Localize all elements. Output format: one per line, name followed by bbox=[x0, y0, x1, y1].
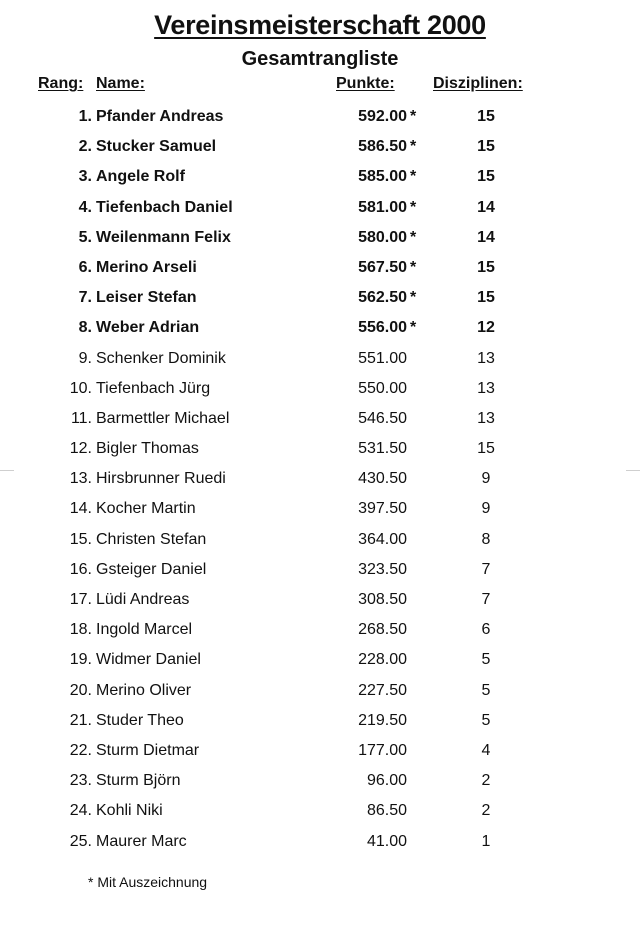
column-header-name: Name: bbox=[96, 75, 145, 92]
row-name: Barmettler Michael bbox=[96, 409, 230, 427]
row-disciplines: 13 bbox=[477, 379, 495, 397]
row-points: 96.00 bbox=[366, 772, 407, 790]
table-row bbox=[0, 587, 640, 617]
row-name: Weilenmann Felix bbox=[96, 228, 231, 246]
row-points: 562.50 bbox=[358, 289, 407, 307]
row-disciplines: 5 bbox=[481, 711, 491, 729]
row-points: 556.00 bbox=[358, 319, 407, 337]
row-points: 581.00 bbox=[358, 198, 407, 216]
row-rank: 11. bbox=[70, 409, 92, 427]
row-rank: 4. bbox=[78, 198, 92, 216]
table-row bbox=[0, 376, 640, 406]
table-row bbox=[0, 346, 640, 376]
scan-artifact bbox=[626, 470, 640, 471]
scan-artifact bbox=[0, 470, 14, 471]
row-points: 364.00 bbox=[358, 530, 407, 548]
row-name: Stucker Samuel bbox=[96, 138, 217, 156]
row-name: Widmer Daniel bbox=[96, 651, 201, 669]
row-disciplines: 15 bbox=[477, 258, 495, 276]
row-rank: 24. bbox=[69, 802, 92, 820]
row-name: Kohli Niki bbox=[96, 802, 163, 820]
row-points: 397.50 bbox=[358, 500, 407, 518]
table-row bbox=[0, 708, 640, 738]
row-award-star: * bbox=[410, 289, 417, 307]
row-name: Kocher Martin bbox=[96, 500, 196, 518]
row-name: Sturm Björn bbox=[96, 772, 181, 790]
row-rank: 19. bbox=[69, 651, 92, 669]
ranking-table bbox=[0, 104, 640, 859]
row-name: Lüdi Andreas bbox=[96, 591, 190, 608]
table-row bbox=[0, 496, 640, 526]
table-row bbox=[0, 255, 640, 285]
row-disciplines: 2 bbox=[481, 802, 491, 820]
row-award-star: * bbox=[410, 168, 417, 186]
row-disciplines: 15 bbox=[477, 168, 495, 186]
row-points: 228.00 bbox=[358, 651, 407, 669]
column-header-rank: Rang: bbox=[38, 75, 84, 92]
row-disciplines: 12 bbox=[477, 319, 495, 337]
row-points: 227.50 bbox=[358, 681, 407, 699]
row-rank: 6. bbox=[78, 258, 92, 276]
row-rank: 15. bbox=[69, 530, 92, 548]
table-row bbox=[0, 617, 640, 647]
row-name: Merino Oliver bbox=[96, 681, 192, 699]
row-award-star: * bbox=[410, 138, 417, 156]
row-name: Leiser Stefan bbox=[96, 289, 197, 307]
row-rank: 25. bbox=[69, 832, 92, 850]
row-rank: 13. bbox=[69, 470, 92, 488]
row-disciplines: 9 bbox=[481, 470, 491, 488]
row-points: 177.00 bbox=[358, 741, 407, 759]
row-award-star: * bbox=[410, 258, 417, 276]
row-name: Ingold Marcel bbox=[96, 621, 193, 639]
row-rank: 8. bbox=[78, 319, 92, 337]
table-row bbox=[0, 738, 640, 768]
row-rank: 18. bbox=[69, 621, 92, 639]
table-row bbox=[0, 436, 640, 466]
table-row bbox=[0, 768, 640, 798]
page-title bbox=[0, 10, 640, 41]
row-disciplines: 15 bbox=[477, 138, 495, 156]
row-disciplines: 15 bbox=[477, 289, 495, 307]
row-points: 592.00 bbox=[358, 108, 407, 125]
row-disciplines: 7 bbox=[481, 560, 491, 578]
row-name: Weber Adrian bbox=[96, 319, 200, 337]
row-disciplines: 2 bbox=[481, 772, 491, 790]
table-row bbox=[0, 527, 640, 557]
row-points: 41.00 bbox=[366, 832, 407, 850]
row-disciplines: 9 bbox=[481, 500, 491, 518]
table-row bbox=[0, 829, 640, 859]
row-award-star: * bbox=[410, 228, 417, 246]
table-row bbox=[0, 195, 640, 225]
row-disciplines: 14 bbox=[477, 228, 495, 246]
row-name: Tiefenbach Jürg bbox=[96, 379, 211, 397]
page-subtitle: Gesamtrangliste bbox=[241, 48, 399, 70]
row-points: 550.00 bbox=[358, 379, 407, 397]
table-row bbox=[0, 134, 640, 164]
row-disciplines: 4 bbox=[481, 741, 491, 759]
row-points: 268.50 bbox=[358, 621, 407, 639]
row-name: Pfander Andreas bbox=[96, 108, 224, 125]
row-award-star: * bbox=[410, 198, 417, 216]
column-header-points: Punkte: bbox=[336, 75, 395, 92]
row-disciplines: 15 bbox=[477, 108, 495, 125]
table-row bbox=[0, 104, 640, 134]
row-rank: 23. bbox=[69, 772, 92, 790]
row-rank: 14. bbox=[69, 500, 92, 518]
row-name: Hirsbrunner Ruedi bbox=[96, 470, 226, 488]
table-row bbox=[0, 678, 640, 708]
row-rank: 12. bbox=[69, 440, 92, 458]
row-points: 219.50 bbox=[358, 711, 407, 729]
row-points: 586.50 bbox=[358, 138, 407, 156]
row-points: 86.50 bbox=[366, 802, 407, 820]
row-name: Merino Arseli bbox=[96, 258, 197, 276]
row-rank: 9. bbox=[78, 349, 92, 367]
row-name: Gsteiger Daniel bbox=[96, 560, 207, 578]
row-name: Maurer Marc bbox=[96, 832, 187, 850]
row-name: Sturm Dietmar bbox=[96, 741, 200, 759]
row-disciplines: 14 bbox=[477, 198, 495, 216]
row-points: 430.50 bbox=[358, 470, 407, 488]
row-disciplines: 15 bbox=[477, 440, 495, 458]
row-disciplines: 6 bbox=[481, 621, 491, 639]
row-disciplines: 5 bbox=[481, 681, 491, 699]
row-name: Tiefenbach Daniel bbox=[96, 198, 233, 216]
row-name: Angele Rolf bbox=[96, 168, 185, 186]
row-name: Bigler Thomas bbox=[96, 440, 199, 458]
table-row bbox=[0, 647, 640, 677]
row-rank: 16. bbox=[69, 560, 92, 578]
row-rank: 5. bbox=[78, 228, 92, 246]
row-disciplines: 8 bbox=[481, 530, 491, 548]
row-rank: 2. bbox=[78, 138, 92, 156]
row-points: 546.50 bbox=[358, 409, 407, 427]
row-points: 308.50 bbox=[358, 591, 407, 608]
row-rank: 21. bbox=[69, 711, 92, 729]
row-points: 585.00 bbox=[358, 168, 407, 186]
row-points: 323.50 bbox=[358, 560, 407, 578]
row-name: Christen Stefan bbox=[96, 530, 207, 548]
table-row bbox=[0, 164, 640, 194]
row-name: Schenker Dominik bbox=[96, 349, 226, 367]
table-row bbox=[0, 315, 640, 345]
row-disciplines: 1 bbox=[481, 832, 491, 850]
table-row bbox=[0, 466, 640, 496]
row-disciplines: 5 bbox=[481, 651, 491, 669]
column-header-disciplines: Disziplinen: bbox=[433, 75, 523, 92]
row-rank: 17. bbox=[69, 591, 92, 608]
row-rank: 10. bbox=[69, 379, 92, 397]
footnote: * Mit Auszeichnung bbox=[88, 874, 208, 890]
row-rank: 3. bbox=[78, 168, 92, 186]
row-rank: 7. bbox=[78, 289, 92, 307]
row-disciplines: 13 bbox=[477, 349, 495, 367]
row-award-star: * bbox=[410, 108, 417, 125]
row-disciplines: 13 bbox=[477, 409, 495, 427]
row-name: Studer Theo bbox=[96, 711, 184, 729]
row-rank: 22. bbox=[69, 741, 92, 759]
table-row bbox=[0, 285, 640, 315]
table-row bbox=[0, 798, 640, 828]
row-points: 531.50 bbox=[358, 440, 407, 458]
row-points: 567.50 bbox=[358, 258, 407, 276]
row-disciplines: 7 bbox=[481, 591, 491, 608]
table-row bbox=[0, 557, 640, 587]
table-row bbox=[0, 225, 640, 255]
row-rank: 20. bbox=[69, 681, 92, 699]
row-rank: 1. bbox=[78, 108, 92, 125]
page-title-text: Vereinsmeisterschaft 2000 bbox=[154, 10, 486, 40]
row-award-star: * bbox=[410, 319, 417, 337]
row-points: 551.00 bbox=[358, 349, 407, 367]
row-points: 580.00 bbox=[358, 228, 407, 246]
table-row bbox=[0, 406, 640, 436]
